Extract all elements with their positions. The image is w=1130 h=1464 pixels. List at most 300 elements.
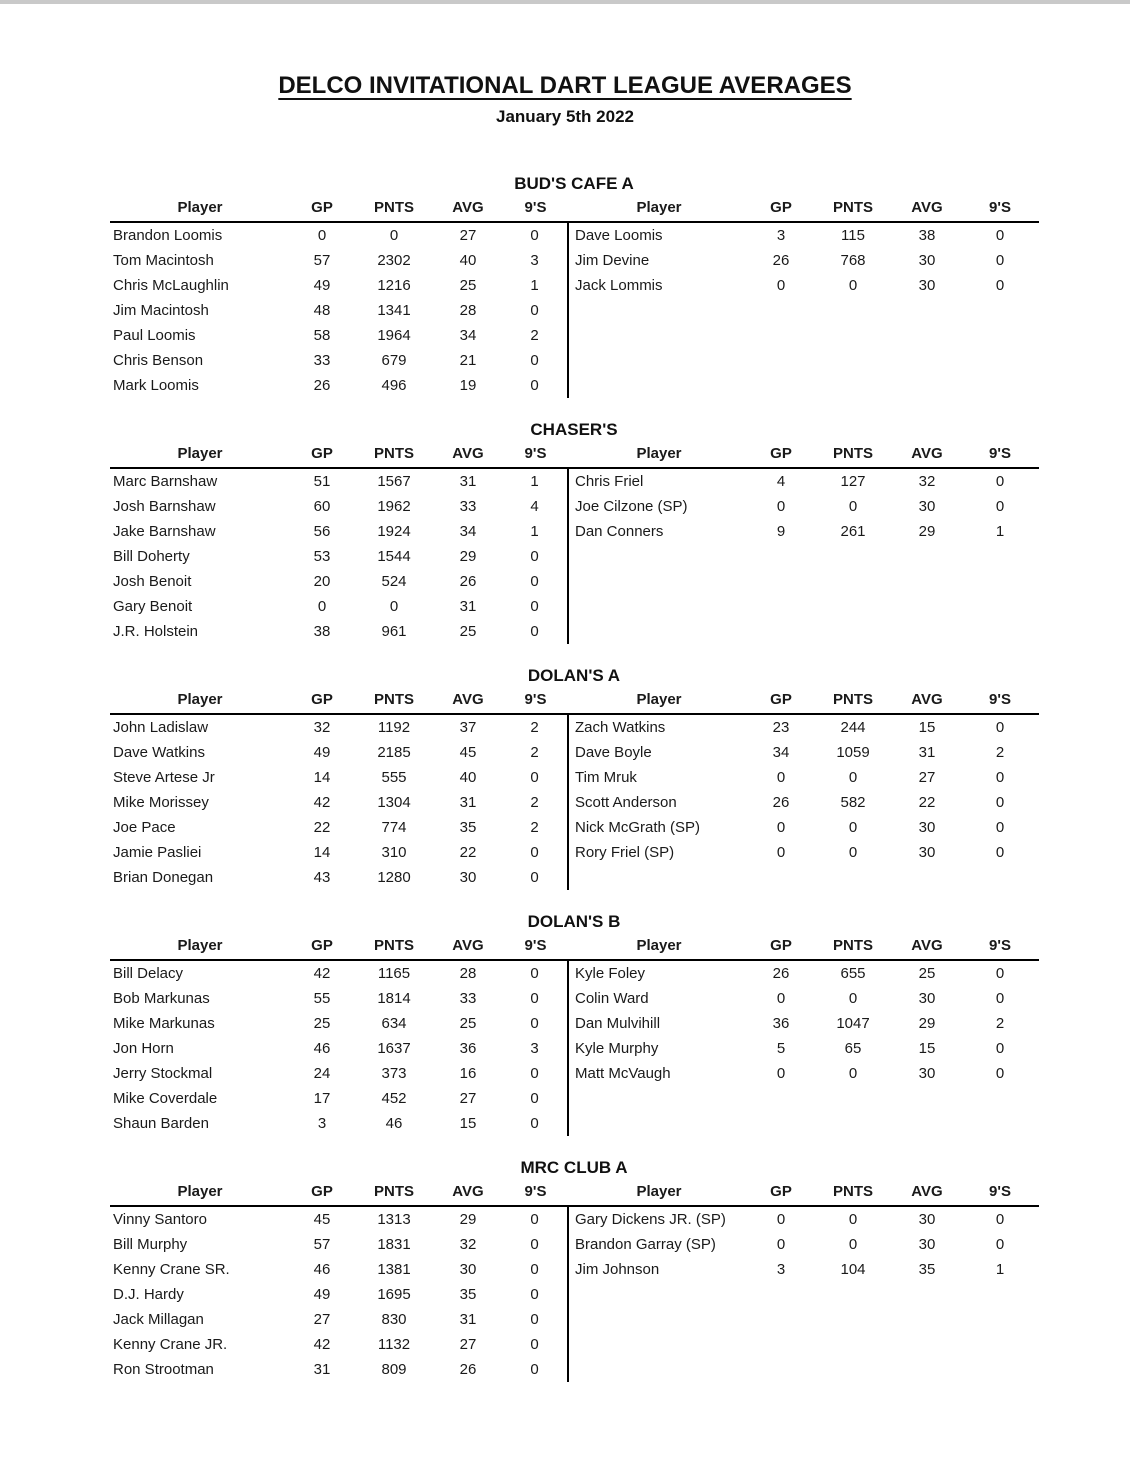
- col-header-gp: GP: [311, 691, 333, 708]
- nines-cell: 0: [530, 573, 539, 590]
- pnts-cell: 1381: [377, 1261, 411, 1278]
- avg-cell: 29: [918, 523, 936, 540]
- col-header-avg: AVG: [911, 1183, 943, 1200]
- nines-cell: 1: [995, 1261, 1005, 1278]
- avg-cell: 30: [918, 1236, 936, 1253]
- table-row: [110, 544, 567, 569]
- gp-cell: 49: [313, 277, 331, 294]
- player-name-cell: Jack Lommis: [575, 277, 663, 294]
- nines-cell: 0: [530, 598, 539, 615]
- gp-cell: 0: [317, 227, 327, 244]
- gp-cell: 4: [776, 473, 786, 490]
- gp-cell: 26: [313, 377, 331, 394]
- player-name-cell: Brian Donegan: [113, 869, 214, 886]
- pnts-cell: 830: [381, 1311, 407, 1328]
- col-header-gp: GP: [770, 1183, 792, 1200]
- table-row: [110, 594, 567, 619]
- gp-cell: 60: [313, 498, 331, 515]
- col-header-nines: 9'S: [524, 937, 547, 954]
- left-table: [110, 688, 569, 890]
- section-title: BUD'S CAFE A: [514, 174, 634, 193]
- gp-cell: 46: [313, 1040, 331, 1057]
- avg-cell: 26: [459, 573, 477, 590]
- nines-cell: 0: [530, 1286, 539, 1303]
- gp-cell: 57: [313, 1236, 331, 1253]
- right-table: [569, 442, 1039, 644]
- player-name-cell: Joe Cilzone (SP): [575, 498, 688, 515]
- table-row: [110, 248, 567, 273]
- nines-cell: 0: [530, 302, 539, 319]
- pnts-cell: 1313: [377, 1211, 411, 1228]
- player-name-cell: Bill Murphy: [113, 1236, 188, 1253]
- table-row: [110, 1036, 567, 1061]
- pnts-cell: 1695: [377, 1286, 411, 1303]
- pnts-cell: 1165: [377, 965, 411, 982]
- right-table-body: [569, 961, 1039, 1086]
- left-table-body: [110, 961, 569, 1136]
- table-header-row: [569, 442, 1039, 469]
- table-header-row: [569, 688, 1039, 715]
- pnts-cell: 310: [381, 844, 407, 861]
- nines-cell: 0: [995, 277, 1005, 294]
- nines-cell: 3: [530, 252, 539, 269]
- player-name-cell: Kyle Murphy: [575, 1040, 659, 1057]
- table-row: [569, 765, 1039, 790]
- col-header-nines: 9'S: [989, 691, 1011, 708]
- player-name-cell: Chris Benson: [113, 352, 204, 369]
- pnts-cell: 774: [381, 819, 407, 836]
- avg-cell: 27: [918, 769, 936, 786]
- gp-cell: 38: [313, 623, 331, 640]
- table-row: [569, 790, 1039, 815]
- player-name-cell: Vinny Santoro: [113, 1211, 207, 1228]
- col-header-gp: GP: [311, 1183, 333, 1200]
- pnts-cell: 1192: [377, 719, 411, 736]
- table-row: [110, 961, 567, 986]
- nines-cell: 0: [530, 1065, 539, 1082]
- col-header-player: Player: [177, 199, 223, 216]
- col-header-avg: AVG: [911, 445, 943, 462]
- team-section: [0, 663, 1130, 890]
- section-title: DOLAN'S A: [527, 666, 621, 685]
- nines-cell: 2: [530, 719, 539, 736]
- avg-cell: 37: [459, 719, 477, 736]
- col-header-nines: 9'S: [524, 445, 547, 462]
- avg-cell: 30: [459, 869, 477, 886]
- table-row: [569, 961, 1039, 986]
- left-table-body: [110, 715, 569, 890]
- table-row: [110, 298, 567, 323]
- right-table-body: [569, 469, 1039, 544]
- table-row: [569, 1061, 1039, 1086]
- avg-cell: 45: [459, 744, 477, 761]
- table-row: [110, 469, 567, 494]
- player-name-cell: Bill Doherty: [113, 548, 190, 565]
- gp-cell: 9: [776, 523, 786, 540]
- pnts-cell: 1964: [377, 327, 411, 344]
- avg-cell: 34: [459, 523, 477, 540]
- player-name-cell: D.J. Hardy: [113, 1286, 184, 1303]
- table-row: [569, 1232, 1039, 1257]
- col-header-pnts: PNTS: [373, 199, 414, 216]
- nines-cell: 0: [530, 990, 539, 1007]
- nines-cell: 0: [530, 1015, 539, 1032]
- pnts-cell: 1216: [377, 277, 411, 294]
- player-name-cell: Gary Benoit: [113, 598, 193, 615]
- col-header-player: Player: [636, 445, 682, 462]
- nines-cell: 0: [995, 1211, 1005, 1228]
- right-table: [569, 934, 1039, 1136]
- nines-cell: 0: [530, 844, 539, 861]
- avg-cell: 34: [459, 327, 477, 344]
- col-header-nines: 9'S: [989, 937, 1011, 954]
- table-row: [110, 223, 567, 248]
- nines-cell: 3: [530, 1040, 539, 1057]
- player-name-cell: Zach Watkins: [575, 719, 666, 736]
- nines-cell: 0: [995, 719, 1005, 736]
- table-row: [110, 790, 567, 815]
- avg-cell: 33: [459, 990, 477, 1007]
- left-table-body: [110, 469, 569, 644]
- avg-cell: 26: [459, 1361, 477, 1378]
- table-row: [569, 840, 1039, 865]
- right-table-body: [569, 715, 1039, 865]
- pnts-cell: 1047: [836, 1015, 870, 1032]
- col-header-avg: AVG: [452, 691, 484, 708]
- col-header-avg: AVG: [911, 937, 943, 954]
- pnts-cell: 0: [848, 769, 858, 786]
- table-row: [569, 1036, 1039, 1061]
- nines-cell: 0: [530, 965, 539, 982]
- player-name-cell: Jim Macintosh: [113, 302, 209, 319]
- col-header-pnts: PNTS: [373, 1183, 414, 1200]
- pnts-cell: 0: [848, 277, 858, 294]
- pnts-cell: 1544: [377, 548, 411, 565]
- avg-cell: 36: [459, 1040, 477, 1057]
- nines-cell: 0: [995, 990, 1005, 1007]
- table-row: [110, 1307, 567, 1332]
- table-header-row: [110, 196, 569, 223]
- avg-cell: 15: [918, 1040, 936, 1057]
- pnts-cell: 0: [848, 819, 858, 836]
- player-name-cell: Kenny Crane SR.: [113, 1261, 230, 1278]
- table-row: [110, 1357, 567, 1382]
- gp-cell: 26: [772, 965, 790, 982]
- gp-cell: 55: [313, 990, 331, 1007]
- gp-cell: 33: [313, 352, 331, 369]
- page-top-strip: [0, 0, 1130, 4]
- col-header-player: Player: [636, 937, 682, 954]
- player-name-cell: Chris McLaughlin: [113, 277, 229, 294]
- pnts-cell: 1831: [377, 1236, 411, 1253]
- gp-cell: 58: [313, 327, 331, 344]
- pnts-cell: 244: [840, 719, 866, 736]
- gp-cell: 36: [772, 1015, 790, 1032]
- avg-cell: 30: [918, 1065, 936, 1082]
- table-row: [110, 715, 567, 740]
- nines-cell: 1: [530, 277, 539, 294]
- col-header-player: Player: [177, 445, 223, 462]
- pnts-cell: 0: [848, 990, 858, 1007]
- player-name-cell: Colin Ward: [575, 990, 649, 1007]
- player-name-cell: Matt McVaugh: [575, 1065, 671, 1082]
- avg-cell: 27: [459, 1336, 477, 1353]
- left-table: [110, 196, 569, 398]
- table-row: [569, 248, 1039, 273]
- gp-cell: 51: [313, 473, 331, 490]
- gp-cell: 14: [313, 844, 331, 861]
- avg-cell: 19: [459, 377, 477, 394]
- player-name-cell: Steve Artese Jr: [113, 769, 215, 786]
- section-tables: [110, 934, 1130, 1136]
- col-header-player: Player: [177, 691, 223, 708]
- pnts-cell: 0: [389, 598, 399, 615]
- player-name-cell: Rory Friel (SP): [575, 844, 675, 861]
- sections-container: [0, 171, 1130, 1382]
- gp-cell: 49: [313, 744, 331, 761]
- player-name-cell: Jim Johnson: [575, 1261, 660, 1278]
- nines-cell: 0: [995, 473, 1005, 490]
- section-title: CHASER'S: [530, 420, 618, 439]
- gp-cell: 24: [313, 1065, 331, 1082]
- gp-cell: 45: [313, 1211, 331, 1228]
- nines-cell: 0: [530, 1361, 539, 1378]
- player-name-cell: Ron Strootman: [113, 1361, 214, 1378]
- pnts-cell: 2302: [377, 252, 411, 269]
- team-section: [0, 171, 1130, 398]
- gp-cell: 0: [776, 1065, 786, 1082]
- gp-cell: 0: [776, 819, 786, 836]
- col-header-avg: AVG: [452, 1183, 484, 1200]
- col-header-player: Player: [636, 1183, 682, 1200]
- table-row: [569, 1011, 1039, 1036]
- avg-cell: 31: [459, 598, 477, 615]
- avg-cell: 30: [918, 844, 936, 861]
- pnts-cell: 0: [848, 1211, 858, 1228]
- avg-cell: 15: [459, 1115, 477, 1132]
- pnts-cell: 0: [848, 1065, 858, 1082]
- avg-cell: 21: [459, 352, 477, 369]
- table-row: [569, 519, 1039, 544]
- table-row: [569, 715, 1039, 740]
- table-row: [569, 1207, 1039, 1232]
- gp-cell: 14: [313, 769, 331, 786]
- player-name-cell: Mike Morissey: [113, 794, 209, 811]
- col-header-gp: GP: [770, 937, 792, 954]
- avg-cell: 28: [459, 965, 477, 982]
- player-name-cell: Mike Coverdale: [113, 1090, 218, 1107]
- col-header-avg: AVG: [452, 199, 484, 216]
- player-name-cell: Jack Millagan: [113, 1311, 204, 1328]
- table-row: [569, 469, 1039, 494]
- pnts-cell: 582: [840, 794, 866, 811]
- table-row: [110, 619, 567, 644]
- nines-cell: 0: [995, 819, 1005, 836]
- pnts-cell: 1567: [377, 473, 411, 490]
- col-header-pnts: PNTS: [373, 937, 414, 954]
- player-name-cell: Paul Loomis: [113, 327, 196, 344]
- nines-cell: 0: [530, 377, 539, 394]
- nines-cell: 2: [530, 327, 539, 344]
- pnts-cell: 261: [840, 523, 866, 540]
- avg-cell: 35: [459, 1286, 477, 1303]
- right-table-body: [569, 223, 1039, 298]
- gp-cell: 32: [313, 719, 331, 736]
- player-name-cell: Josh Benoit: [113, 573, 192, 590]
- player-name-cell: Tim Mruk: [575, 769, 637, 786]
- table-row: [110, 273, 567, 298]
- nines-cell: 0: [530, 227, 539, 244]
- table-row: [110, 1061, 567, 1086]
- avg-cell: 29: [918, 1015, 936, 1032]
- avg-cell: 25: [459, 623, 477, 640]
- avg-cell: 30: [918, 990, 936, 1007]
- left-table: [110, 934, 569, 1136]
- pnts-cell: 555: [381, 769, 407, 786]
- right-table: [569, 688, 1039, 890]
- nines-cell: 1: [995, 523, 1005, 540]
- avg-cell: 29: [459, 1211, 477, 1228]
- nines-cell: 0: [530, 1115, 539, 1132]
- col-header-pnts: PNTS: [832, 691, 873, 708]
- nines-cell: 0: [530, 1090, 539, 1107]
- table-row: [110, 348, 567, 373]
- col-header-player: Player: [177, 1183, 223, 1200]
- player-name-cell: Mike Markunas: [113, 1015, 215, 1032]
- col-header-pnts: PNTS: [832, 937, 873, 954]
- team-section: [0, 909, 1130, 1136]
- nines-cell: 0: [530, 352, 539, 369]
- avg-cell: 35: [918, 1261, 936, 1278]
- table-row: [110, 1111, 567, 1136]
- table-header-row: [569, 196, 1039, 223]
- col-header-pnts: PNTS: [832, 1183, 873, 1200]
- nines-cell: 0: [995, 1040, 1005, 1057]
- player-name-cell: Jim Devine: [575, 252, 650, 269]
- section-tables: [110, 1180, 1130, 1382]
- nines-cell: 1: [530, 523, 539, 540]
- player-name-cell: Gary Dickens JR. (SP): [575, 1211, 726, 1228]
- pnts-cell: 1132: [377, 1336, 411, 1353]
- player-name-cell: Marc Barnshaw: [113, 473, 218, 490]
- pnts-cell: 634: [381, 1015, 407, 1032]
- pnts-cell: 524: [381, 573, 407, 590]
- table-row: [110, 840, 567, 865]
- table-row: [110, 1207, 567, 1232]
- avg-cell: 30: [918, 277, 936, 294]
- table-row: [569, 1257, 1039, 1282]
- pnts-cell: 1924: [377, 523, 411, 540]
- table-row: [110, 1282, 567, 1307]
- nines-cell: 0: [995, 844, 1005, 861]
- table-header-row: [110, 1180, 569, 1207]
- col-header-pnts: PNTS: [373, 691, 414, 708]
- gp-cell: 25: [313, 1015, 331, 1032]
- gp-cell: 0: [776, 1236, 786, 1253]
- avg-cell: 30: [918, 819, 936, 836]
- avg-cell: 30: [918, 252, 936, 269]
- avg-cell: 16: [459, 1065, 477, 1082]
- col-header-player: Player: [636, 691, 682, 708]
- nines-cell: 0: [530, 548, 539, 565]
- nines-cell: 0: [530, 1261, 539, 1278]
- avg-cell: 38: [918, 227, 936, 244]
- player-name-cell: John Ladislaw: [113, 719, 209, 736]
- col-header-gp: GP: [770, 445, 792, 462]
- gp-cell: 26: [772, 794, 790, 811]
- player-name-cell: Dave Loomis: [575, 227, 663, 244]
- table-row: [110, 765, 567, 790]
- gp-cell: 0: [776, 277, 786, 294]
- nines-cell: 2: [530, 794, 539, 811]
- table-row: [110, 1232, 567, 1257]
- table-row: [569, 740, 1039, 765]
- avg-cell: 27: [459, 227, 477, 244]
- gp-cell: 57: [313, 252, 331, 269]
- nines-cell: 0: [995, 227, 1005, 244]
- pnts-cell: 1304: [377, 794, 411, 811]
- gp-cell: 0: [776, 769, 786, 786]
- col-header-nines: 9'S: [989, 1183, 1011, 1200]
- col-header-gp: GP: [311, 937, 333, 954]
- col-header-nines: 9'S: [524, 199, 547, 216]
- pnts-cell: 0: [848, 498, 858, 515]
- avg-cell: 25: [459, 1015, 477, 1032]
- avg-cell: 27: [459, 1090, 477, 1107]
- left-table: [110, 1180, 569, 1382]
- nines-cell: 0: [995, 794, 1005, 811]
- pnts-cell: 1814: [377, 990, 411, 1007]
- document-page: [0, 72, 1130, 1382]
- section-title: MRC CLUB A: [520, 1158, 628, 1177]
- col-header-avg: AVG: [911, 199, 943, 216]
- pnts-cell: 0: [848, 844, 858, 861]
- nines-cell: 0: [530, 1211, 539, 1228]
- gp-cell: 0: [776, 498, 786, 515]
- player-name-cell: Jerry Stockmal: [113, 1065, 213, 1082]
- gp-cell: 26: [772, 252, 790, 269]
- avg-cell: 35: [459, 819, 477, 836]
- gp-cell: 0: [317, 598, 327, 615]
- player-name-cell: Bill Delacy: [113, 965, 184, 982]
- avg-cell: 22: [918, 794, 936, 811]
- section-tables: [110, 196, 1130, 398]
- table-header-row: [110, 688, 569, 715]
- table-header-row: [110, 442, 569, 469]
- pnts-cell: 496: [381, 377, 407, 394]
- table-row: [569, 815, 1039, 840]
- gp-cell: 3: [317, 1115, 327, 1132]
- player-name-cell: Tom Macintosh: [113, 252, 214, 269]
- col-header-player: Player: [636, 199, 682, 216]
- gp-cell: 0: [776, 844, 786, 861]
- gp-cell: 5: [776, 1040, 786, 1057]
- gp-cell: 49: [313, 1286, 331, 1303]
- nines-cell: 0: [995, 1236, 1005, 1253]
- nines-cell: 0: [995, 252, 1005, 269]
- nines-cell: 0: [995, 1065, 1005, 1082]
- table-row: [110, 569, 567, 594]
- player-name-cell: Kyle Foley: [575, 965, 646, 982]
- col-header-nines: 9'S: [524, 691, 547, 708]
- avg-cell: 32: [918, 473, 936, 490]
- gp-cell: 3: [776, 227, 786, 244]
- pnts-cell: 679: [381, 352, 407, 369]
- table-row: [110, 1257, 567, 1282]
- player-name-cell: Jon Horn: [113, 1040, 174, 1057]
- nines-cell: 2: [995, 744, 1005, 761]
- pnts-cell: 0: [848, 1236, 858, 1253]
